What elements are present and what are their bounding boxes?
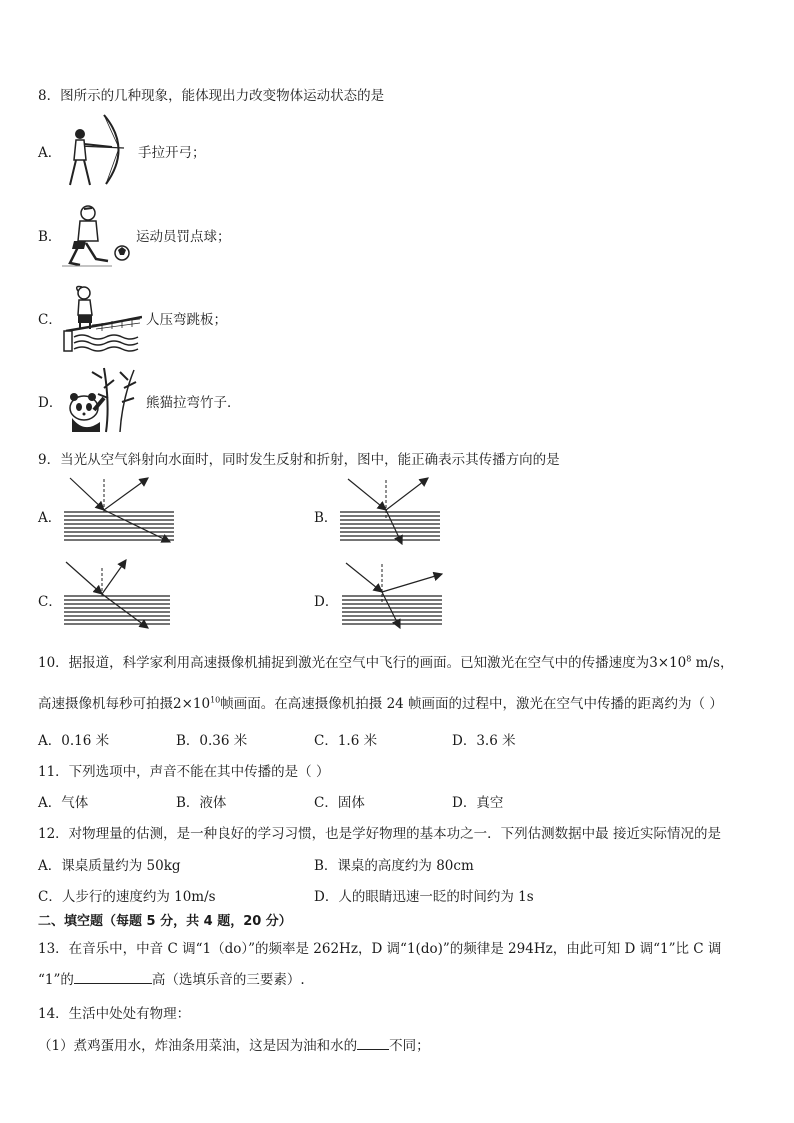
q9-option-b-label: B． <box>314 510 338 526</box>
q8-option-d-label: D． <box>38 395 63 411</box>
q10-option-d: D．3.6 米 <box>452 733 516 749</box>
q13-text-b: 高（选填乐音的三要素）. <box>151 972 305 988</box>
q10-rate-exp: 10 <box>210 695 221 705</box>
refraction-diagram-d <box>340 558 446 630</box>
q10-text-a: 10．据报道，科学家利用高速摄像机捕捉到激光在空气中飞行的画面。已知激光在空气中的传播速度为 <box>38 655 650 671</box>
q12-option-d: D．人的眼睛迅速一眨的时间约为 1s <box>314 889 534 905</box>
q14-stem: 14．生活中处处有物理： <box>38 1006 191 1022</box>
q9-option-d-label: D． <box>314 594 339 610</box>
q12-stem: 12．对物理量的估测，是一种良好的学习习惯，也是学好物理的基本功之一．下列估测数据中最 接近实际情况的是 <box>38 826 721 842</box>
q12-option-a: A．课桌质量约为 50kg <box>38 858 181 874</box>
refraction-diagram-a <box>62 474 177 544</box>
q10-option-c: C．1.6 米 <box>314 733 378 749</box>
q8-option-d-text: 熊猫拉弯竹子． <box>146 395 241 411</box>
q10-text-b: 高速摄像机每秒可拍摄 <box>38 696 173 712</box>
q10-speed-unit: m/s， <box>691 655 734 671</box>
q10-text-c: 帧画面。在高速摄像机拍摄 24 帧画面的过程中，激光在空气中传播的距离约为（ ） <box>220 696 723 712</box>
section-heading-fill-in: 二、填空题（每题 5 分，共 4 题，20 分） <box>38 914 292 929</box>
q14-answer-blank[interactable] <box>357 1037 389 1050</box>
q8-option-a-label: A． <box>38 145 62 161</box>
q10-line1 <box>38 651 733 671</box>
q13-line1: 13．在音乐中，中音 C 调“1（do）”的频率是 262Hz，D 调“1(do)”的频律是 294Hz，由此可知 D 调“1”比 C 调 <box>38 941 722 957</box>
q10-option-a: A．0.16 米 <box>38 733 110 749</box>
archer-icon <box>64 112 129 187</box>
q10-rate-base: 2×10 <box>173 696 211 712</box>
q11-option-c: C．固体 <box>314 795 365 811</box>
q10-line2 <box>38 692 723 712</box>
q11-option-a: A．气体 <box>38 795 89 811</box>
q8-option-c-text: 人压弯跳板； <box>146 312 227 328</box>
q9-option-c-label: C． <box>38 594 62 610</box>
q8-option-a-text: 手拉开弓； <box>138 145 206 161</box>
q8-option-b-label: B． <box>38 229 62 245</box>
q13-answer-blank[interactable] <box>74 971 152 984</box>
q10-speed-base: 3×10 <box>649 655 687 671</box>
q8-option-c-label: C． <box>38 312 62 328</box>
q12-option-b: B．课桌的高度约为 80cm <box>314 858 474 874</box>
soccer-kick-icon <box>60 203 132 268</box>
q13-line2 <box>38 968 305 988</box>
q10-speed-exp: 8 <box>686 654 692 664</box>
q9-stem: 9．当光从空气斜射向水面时，同时发生反射和折射，图中，能正确表示其传播方向的是 <box>38 452 560 468</box>
q11-stem: 11．下列选项中，声音不能在其中传播的是（ ） <box>38 764 330 780</box>
q8-option-b-text: 运动员罚点球； <box>136 229 231 245</box>
refraction-diagram-c <box>62 558 174 630</box>
q8-stem: 8．图所示的几种现象，能体现出力改变物体运动状态的是 <box>38 88 385 104</box>
q14-sub1 <box>38 1034 430 1054</box>
panda-bamboo-icon <box>64 364 144 434</box>
q12-option-c: C．人步行的速度约为 10m/s <box>38 889 216 905</box>
q14-sub1-text-b: 不同； <box>389 1038 430 1054</box>
diving-board-icon <box>62 285 142 353</box>
q10-option-b: B．0.36 米 <box>176 733 248 749</box>
q11-option-d: D．真空 <box>452 795 504 811</box>
q14-sub1-text-a: （1）煮鸡蛋用水，炸油条用菜油，这是因为油和水的 <box>38 1038 358 1054</box>
q11-option-b: B．液体 <box>176 795 227 811</box>
q9-option-a-label: A． <box>38 510 62 526</box>
q13-text-a: “1”的 <box>38 972 74 988</box>
refraction-diagram-b <box>338 474 443 546</box>
